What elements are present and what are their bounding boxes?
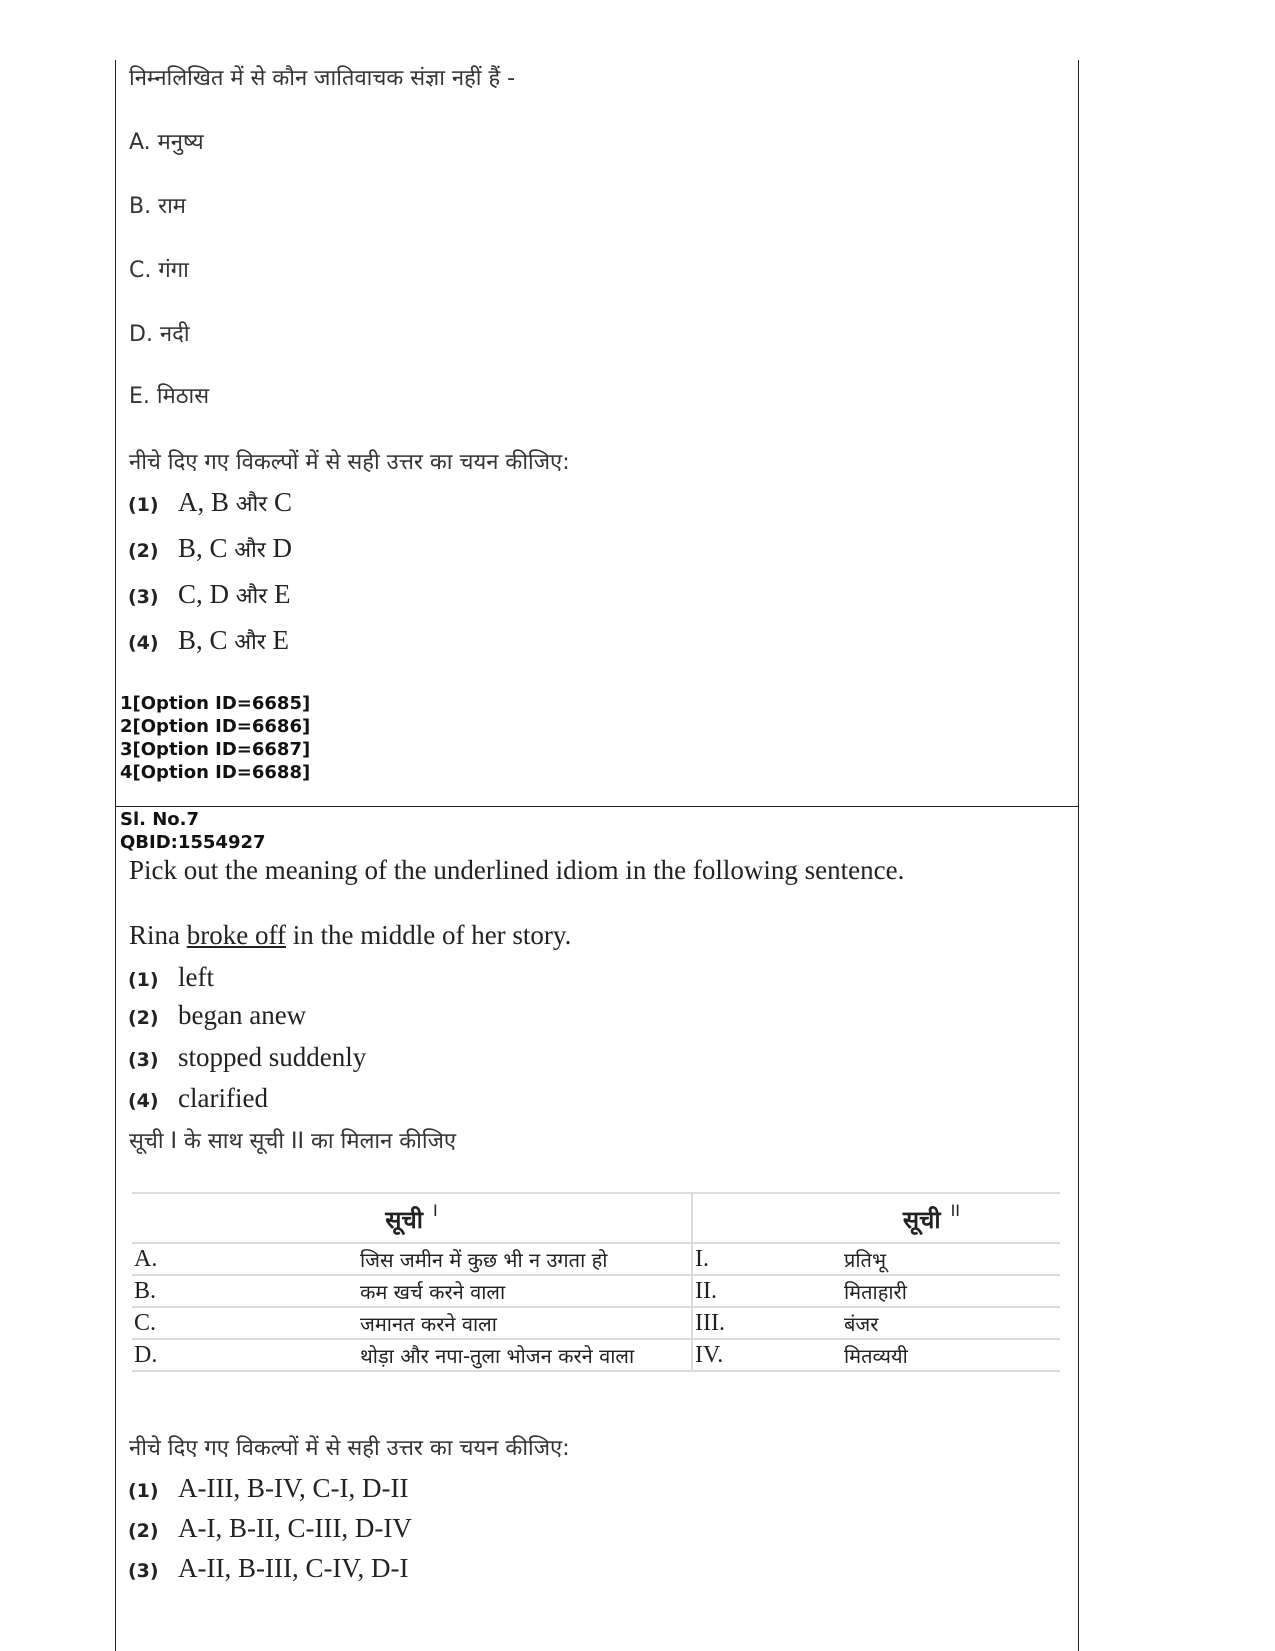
option-text: A, B और C (178, 487, 293, 517)
q8-instruction-top: सूची I के साथ सूची II का मिलान कीजिए (129, 1129, 457, 1154)
q8-option-3[interactable] (128, 1553, 408, 1584)
option-number: (1) (128, 494, 159, 516)
option-number: (3) (128, 1560, 159, 1582)
option-id-2: 2[Option ID=6686] (120, 716, 311, 737)
q6-item-e: E. मिठास (129, 384, 210, 409)
option-text: clarified (178, 1083, 268, 1113)
q7-option-3[interactable] (128, 1042, 366, 1073)
option-number: (4) (128, 1090, 159, 1112)
list2-header: सूची $^{II}$ (692, 1193, 1060, 1243)
option-text: began anew (178, 1000, 307, 1030)
q6-option-4[interactable] (128, 625, 289, 656)
option-number: (2) (128, 1520, 159, 1542)
option-text: A-I, B-II, C-III, D-IV (178, 1513, 412, 1543)
list1-header: सूची $^I$ (132, 1193, 692, 1243)
q8-option-2[interactable] (128, 1513, 412, 1544)
option-text: stopped suddenly (178, 1042, 367, 1072)
table-row: C. जमानत करने वाला III. बंजर (132, 1307, 1060, 1339)
q6-item-a: A. मनुष्य (129, 130, 204, 155)
q7-option-2[interactable] (128, 1000, 306, 1031)
qbid: QBID:1554927 (120, 832, 266, 853)
q6-item-c: C. गंगा (129, 258, 189, 283)
option-text: left (178, 962, 214, 992)
option-id-4: 4[Option ID=6688] (120, 762, 311, 783)
table-row: D. थोड़ा और नपा-तुला भोजन करने वाला IV. मितव्ययी (132, 1339, 1060, 1371)
option-number: (3) (128, 1049, 159, 1071)
q7-option-4[interactable] (128, 1083, 268, 1114)
match-table (132, 1192, 1060, 1372)
option-text: C, D और E (178, 579, 291, 609)
q8-option-1[interactable] (128, 1473, 408, 1504)
q7-header (120, 808, 266, 854)
q6-option-3[interactable] (128, 579, 291, 610)
option-number: (1) (128, 1480, 159, 1502)
underlined-idiom: broke off (186, 920, 286, 950)
option-text: B, C और D (178, 533, 293, 563)
q7-sentence: Rina broke off in the middle of her story. (129, 920, 572, 950)
option-number: (2) (128, 1007, 159, 1029)
table-row: B. कम खर्च करने वाला II. मिताहारी (132, 1275, 1060, 1307)
match-table-header (132, 1193, 1060, 1243)
q6-option-1[interactable] (128, 487, 292, 518)
q6-question: निम्नलिखित में से कौन जातिवाचक संज्ञा नहीं हैं - (129, 66, 516, 91)
table-row: A. जिस जमीन में कुछ भी न उगता हो I. प्रतिभू (132, 1243, 1060, 1275)
q6-item-d: D. नदी (129, 322, 190, 347)
option-number: (4) (128, 632, 159, 654)
sl-no: Sl. No.7 (120, 809, 200, 830)
option-text: A-II, B-III, C-IV, D-I (178, 1553, 409, 1583)
option-number: (1) (128, 969, 159, 991)
option-id-3: 3[Option ID=6687] (120, 739, 311, 760)
option-text: A-III, B-IV, C-I, D-II (178, 1473, 409, 1503)
q8-instruction: नीचे दिए गए विकल्पों में से सही उत्तर का चयन कीजिए: (129, 1436, 570, 1461)
q6-option-2[interactable] (128, 533, 292, 564)
q7-question: Pick out the meaning of the underlined idiom in the following sentence. (129, 855, 905, 885)
q6-item-b: B. राम (129, 194, 186, 219)
q6-instruction: नीचे दिए गए विकल्पों में से सही उत्तर का चयन कीजिए: (129, 450, 570, 475)
option-id-1: 1[Option ID=6685] (120, 693, 311, 714)
q7-option-1[interactable] (128, 962, 214, 993)
option-number: (3) (128, 586, 159, 608)
option-number: (2) (128, 540, 159, 562)
option-text: B, C और E (178, 625, 290, 655)
q6-option-ids (120, 692, 310, 784)
question-divider (115, 806, 1079, 807)
